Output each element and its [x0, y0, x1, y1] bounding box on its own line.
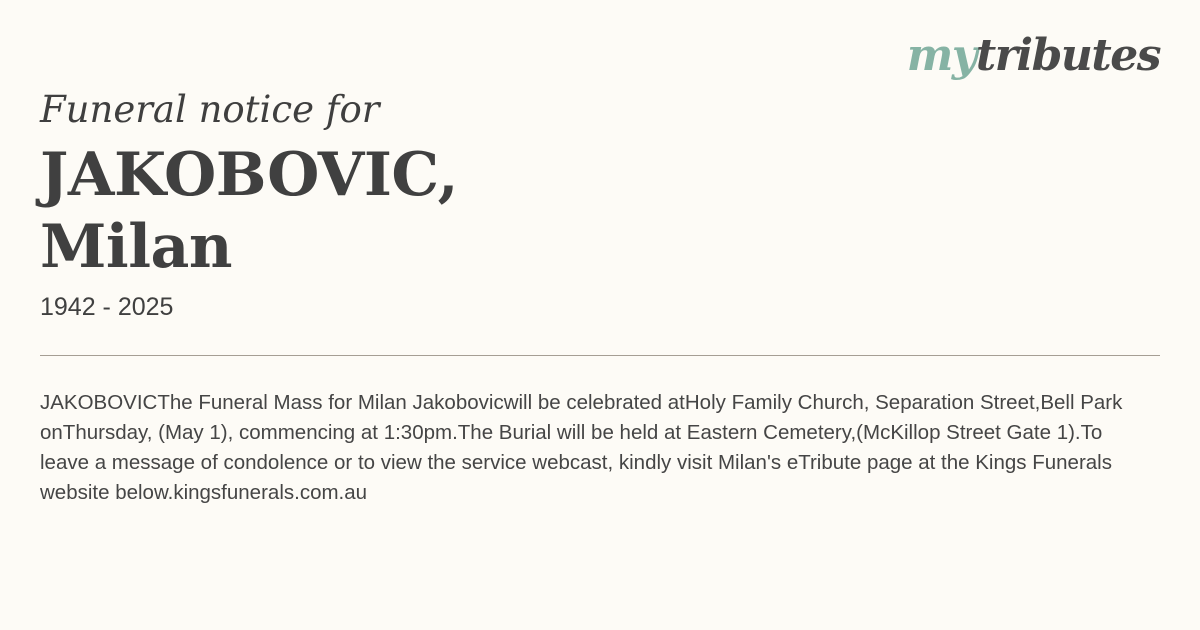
logo-suffix: tributes	[975, 30, 1160, 81]
logo-prefix: my	[906, 30, 976, 81]
deceased-given-name: Milan	[40, 212, 233, 282]
divider	[40, 355, 1160, 356]
life-years: 1942 - 2025	[40, 293, 174, 321]
notice-body: JAKOBOVICThe Funeral Mass for Milan Jakobovicwill be celebrated atHoly Family Church, Separation Street,Bell Park onThursday, (May 1), commencing at 1:30pm.The Burial will be held at Eastern Cemetery,(McKillop Street Gate 1).To leave a message of condolence or to view the service webcast, kindly visit Milan's eTribute page at the Kings Funerals website below.kingsfunerals.com.au	[40, 391, 1123, 504]
mytributes-logo[interactable]	[906, 30, 1160, 81]
notice-kicker: Funeral notice for	[40, 88, 380, 131]
deceased-name	[40, 139, 458, 283]
deceased-surname: JAKOBOVIC,	[40, 140, 458, 210]
